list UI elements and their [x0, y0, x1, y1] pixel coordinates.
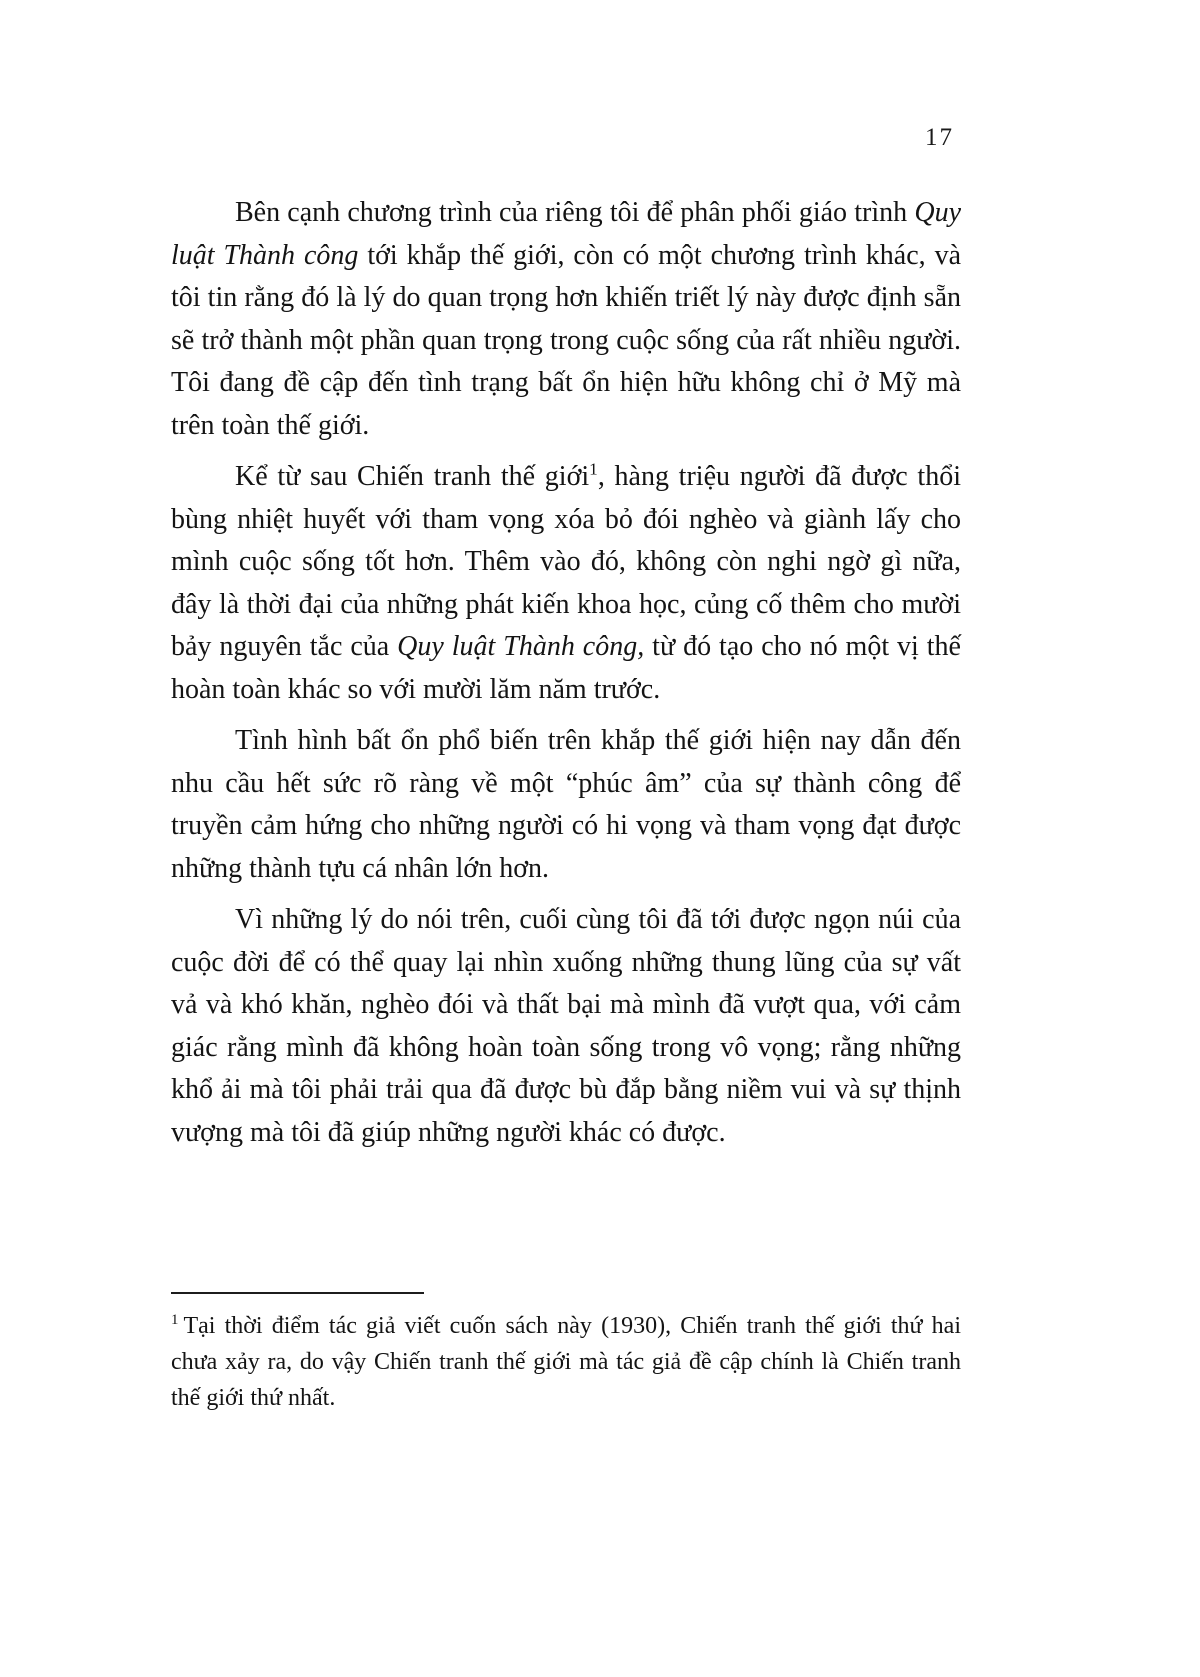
footnote-marker: 1: [171, 1312, 179, 1328]
text-segment: Vì những lý do nói trên, cuối cùng tôi đã tới được ngọn núi của cuộc đời để có thể quay lại nhìn xuống những thung lũng của sự vất vả và khó khăn, nghèo đói và thất bại mà mình đã vượt qua, với cảm giác rằng mình đã không hoàn toàn sống trong vô vọng; rằng những khổ ải mà tôi phải trải qua đã được bù đắp bằng niềm vui và sự thịnh vượng mà tôi đã giúp những người khác có được.: [171, 904, 961, 1148]
text-segment: Bên cạnh chương trình của riêng tôi để phân phối giáo trình: [235, 197, 915, 228]
text-segment: từ đó tạo cho nó một vị thế hoàn toàn khác so với mười lăm năm trước.: [171, 631, 961, 705]
text-segment: tới khắp thế giới, còn có một chương trình khác, và tôi tin rằng đó là lý do quan trọng hơn khiến triết lý này được định sẵn sẽ trở thành một phần quan trọng trong cuộc sống của rất nhiều người. Tôi đang đề cập đến tình trạng bất ổn hiện hữu không chỉ ở Mỹ mà trên toàn thế giới.: [171, 239, 961, 441]
paragraph: [171, 192, 961, 447]
text-segment: Kể từ sau Chiến tranh thế giới: [235, 461, 590, 492]
text-segment: Quy luật Thành công,: [397, 631, 645, 662]
paragraph: [171, 899, 961, 1154]
footnote-divider: [171, 1292, 424, 1294]
text-segment: , hàng triệu người đã được thổi bùng nhiệt huyết với tham vọng xóa bỏ đói nghèo và giành lấy cho mình cuộc sống tốt hơn. Thêm vào đó, không còn nghi ngờ gì nữa, đây là thời đại của những phát kiến khoa học, củng cố thêm cho mười bảy nguyên tắc của: [171, 461, 961, 662]
paragraph: [171, 720, 961, 890]
page-number: 17: [925, 124, 954, 151]
text-segment: Tình hình bất ổn phổ biến trên khắp thế giới hiện nay dẫn đến nhu cầu hết sức rõ ràng về một “phúc âm” của sự thành công để truyền cảm hứng cho những người có hi vọng và tham vọng đạt được những thành tựu cá nhân lớn hơn.: [171, 725, 961, 884]
footnote-text: Tại thời điểm tác giả viết cuốn sách này (1930), Chiến tranh thế giới thứ hai chưa xảy ra, do vậy Chiến tranh thế giới mà tác giả đề cập chính là Chiến tranh thế giới thứ nhất.: [171, 1313, 961, 1411]
text-segment: Quy luật Thành công: [171, 197, 961, 271]
footnote-reference: 1: [589, 459, 598, 479]
paragraph: [171, 456, 961, 711]
body-paragraphs: [171, 192, 961, 1163]
footnote: [171, 1308, 961, 1416]
